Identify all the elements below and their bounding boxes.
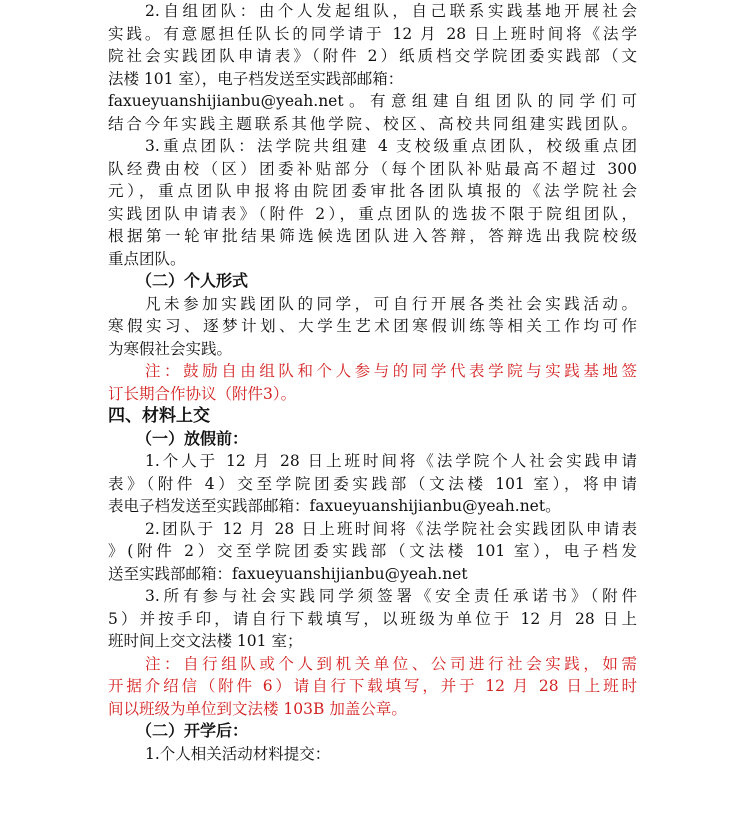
document-body	[108, 0, 637, 765]
text-line: 订长期合作协议（附件3）。	[108, 384, 297, 403]
text-line: 2.自组团队：由个人发起组队，自己联系实践基地开展社会	[145, 2, 637, 20]
text-line: 注：鼓励自由组队和个人参与的同学代表学院与实践基地签	[145, 362, 637, 380]
text-line: 实践。有意愿担任队长的同学请于 12 月 28 日上班时间将《法学	[108, 24, 637, 43]
text-line: 》(附件 2）交至学院团委实践部（文法楼 101 室），电子档发	[108, 542, 637, 560]
text-line: （二）开学后：	[136, 721, 249, 740]
text-line: 队经费由校（区）团委补贴部分（每个团队补贴最高不超过 300	[108, 159, 637, 178]
text-line: 为寒假社会实践。	[108, 339, 233, 358]
text-line: 寒假实习、逐梦计划、大学生艺术团寒假训练等相关工作均可作	[108, 317, 637, 335]
text-line: faxueyuanshijianbu@yeah.net。有意组建自组团队的同学们可	[108, 92, 637, 110]
text-line: 实践团队申请表》（附件 2），重点团队的选拔不限于院组团队，	[108, 204, 637, 223]
text-line: 结合今年实践主题联系其他学院、校区、高校共同组建实践团队。	[108, 114, 637, 133]
text-line: 法楼 101 室），电子档发送至实践部邮箱：	[108, 69, 404, 88]
text-line: （一）放假前：	[136, 428, 249, 448]
text-line: 重点团队。	[108, 249, 186, 268]
text-line: 3.所有参与社会实践同学须签署《安全责任承诺书》（附件	[145, 587, 637, 605]
text-line: 凡未参加实践团队的同学，可自行开展各类社会实践活动。	[145, 294, 637, 313]
text-line: 表》（附件 4）交至学院团委实践部（文法楼 101 室），将申请	[108, 474, 637, 493]
text-line: 班时间上交文法楼 101 室；	[108, 632, 303, 650]
text-line: 表电子档发送至实践部邮箱：faxueyuanshijianbu@yeah.net。	[108, 497, 561, 515]
text-line: 3.重点团队：法学院共组建 4 支校级重点团队，校级重点团	[145, 137, 637, 155]
text-line: 根据第一轮审批结果筛选候选团队进入答辩，答辩选出我院校级	[108, 227, 637, 245]
text-line: 5）并按手印，请自行下载填写，以班级为单位于 12 月 28 日上	[108, 609, 637, 628]
text-line: 送至实践部邮箱：faxueyuanshijianbu@yeah.net	[108, 564, 468, 583]
text-line: 2.团队于 12 月 28 日上班时间将《法学院社会实践团队申请表	[145, 519, 637, 538]
text-line: 1.个人相关活动材料提交：	[145, 744, 331, 763]
text-line: 间以班级为单位到文法楼 103B 加盖公章。	[108, 699, 407, 718]
text-line: （二）个人形式	[136, 271, 249, 290]
text-line: 院社会实践团队申请表》（附件 2）纸质档交学院团委实践部（文	[108, 47, 637, 65]
text-line: 1.个人于 12 月 28 日上班时间将《法学院个人社会实践申请	[145, 452, 637, 470]
text-line: 四、材料上交	[108, 406, 210, 426]
text-line: 开据介绍信（附件 6）请自行下载填写，并于 12 月 28 日上班时	[108, 677, 637, 695]
text-line: 元），重点团队申报将由院团委审批各团队填报的《法学院社会	[108, 182, 637, 200]
text-line: 注：自行组队或个人到机关单位、公司进行社会实践，如需	[145, 654, 637, 673]
